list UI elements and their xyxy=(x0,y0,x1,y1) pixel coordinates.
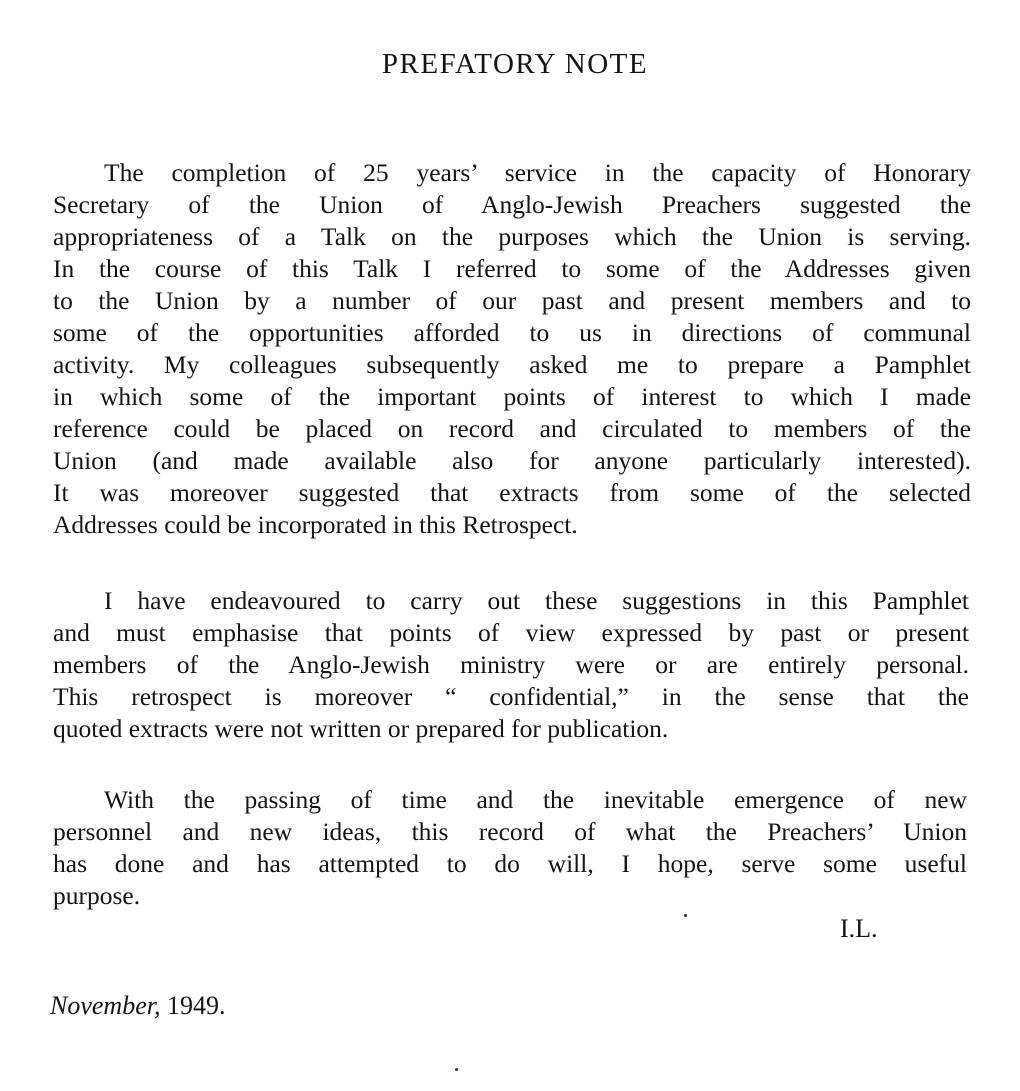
date-month: November, xyxy=(50,991,161,1020)
text-line: activity. My colleagues subsequently asked me to prepare a Pamphlet xyxy=(53,350,971,379)
text-line: in which some of the important points of interest to which I made xyxy=(53,382,971,411)
text-line: appropriateness of a Talk on the purposes which the Union is serving. xyxy=(53,222,971,251)
print-speck xyxy=(455,1068,458,1071)
text-line: With the passing of time and the inevitable emergence of new xyxy=(104,785,967,814)
text-line: some of the opportunities afforded to us in directions of communal xyxy=(53,318,971,347)
text-line: members of the Anglo-Jewish ministry were or are entirely personal. xyxy=(53,650,969,679)
text-line: Addresses could be incorporated in this Retrospect. xyxy=(53,510,578,539)
text-line: Union (and made available also for anyone particularly interested). xyxy=(53,446,971,475)
paragraph-2 xyxy=(53,585,969,745)
text-line: to the Union by a number of our past and present members and to xyxy=(53,286,971,315)
text-line: This retrospect is moreover “ confidential,” in the sense that the xyxy=(53,682,969,711)
text-line: personnel and new ideas, this record of what the Preachers’ Union xyxy=(53,817,967,846)
date-year: 1949. xyxy=(166,991,226,1020)
paragraph-1 xyxy=(53,157,971,541)
text-line: Secretary of the Union of Anglo-Jewish Preachers suggested the xyxy=(53,190,971,219)
text-line: has done and has attempted to do will, I hope, serve some useful xyxy=(53,849,967,878)
page-title: PREFATORY NOTE xyxy=(381,48,649,80)
text-line: purpose. xyxy=(53,881,141,910)
print-speck xyxy=(684,914,687,917)
paragraph-3 xyxy=(53,784,967,912)
text-line: I have endeavoured to carry out these suggestions in this Pamphlet xyxy=(104,586,969,615)
text-line: quoted extracts were not written or prepared for publication. xyxy=(53,714,669,743)
text-line: The completion of 25 years’ service in the capacity of Honorary xyxy=(104,158,971,187)
text-line: and must emphasise that points of view expressed by past or present xyxy=(53,618,969,647)
text-line: It was moreover suggested that extracts from some of the selected xyxy=(53,478,971,507)
text-line: reference could be placed on record and circulated to members of the xyxy=(53,414,971,443)
date-line xyxy=(50,990,225,1022)
text-line: In the course of this Talk I referred to some of the Addresses given xyxy=(53,254,971,283)
signature-initials: I.L. xyxy=(840,914,878,943)
